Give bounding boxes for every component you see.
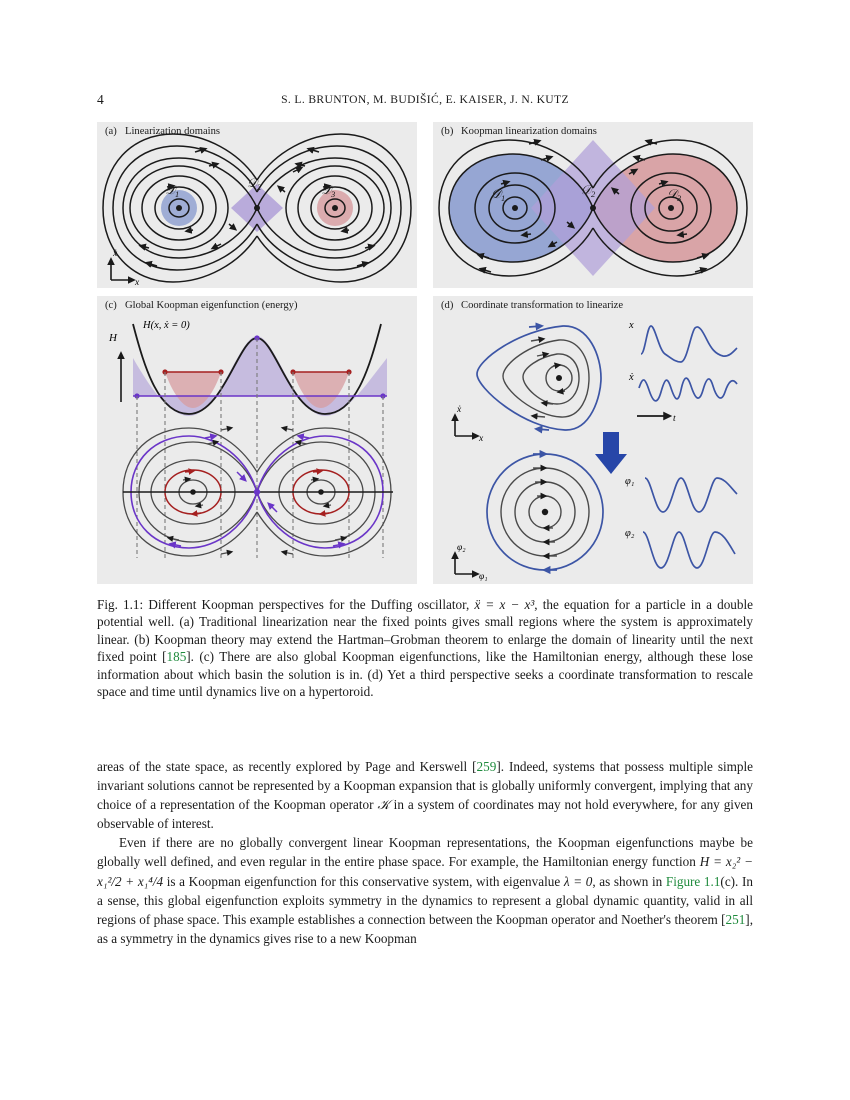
panel-d-series-label-phi1: φ₁ [625,476,635,487]
panel-b-saddle-point [590,205,596,211]
panel-a-label-d3: 𝒟$_3$ [321,183,336,199]
panel-a-axis-horizontal-label: x [135,278,140,288]
panel-d-axis-bottom-vertical: φ₂ [457,543,466,553]
text-run: in a system of coordinates may not hold everywhere, for any given observable of interest. [97,797,753,832]
citation-link[interactable]: 259 [476,759,497,774]
panel-a-fixed-point-left [176,205,182,211]
panel-a-saddle-point [254,205,260,211]
panel-d-axis-top-vertical: ẋ [457,405,462,415]
text-run: , as shown in [592,873,666,889]
panel-c-diagram [97,296,417,584]
panel-b-title-text: Koopman linearization domains [461,126,597,137]
panel-c-center-left [190,489,196,495]
text-run: ]. Indeed, systems that possess multiple simple invariant solutions cannot be represented by a Koopman expansion that is globally uniformly convergent, implying that any choice of a representation of the Koopman operator [97,759,753,813]
text-run: Fig. 1.1: [97,597,149,612]
text-run: ], as a symmetry in the dynamics gives rise to a new Koopman [97,911,753,946]
panel-d-timeseries-x [641,326,737,362]
panel-d-time-axis-label: t [673,414,676,424]
figure-caption [97,596,753,700]
panel-d-timeseries-phi1 [645,478,737,512]
panel-d-series-label-xdot: ẋ [629,372,634,383]
panel-b-tag: (b) [441,126,454,137]
text-run: Even if there are no globally convergent linear Koopman representations, the Koopman eigenfunctions maybe be globally well defined, and even regular in the entire phase space. For example, the Hamiltonian energy function [97,835,753,870]
panel-d-timeseries-xdot [639,378,737,401]
panel-d-axis-top-horizontal: x [479,434,484,444]
figure-panel-d [433,296,753,584]
panel-c-title-text: Global Koopman eigenfunction (energy) [125,300,298,311]
panel-d-diagram [433,296,753,584]
citation-link[interactable]: Figure 1.1 [665,873,721,889]
inline-math: λ = 0 [563,873,593,889]
panel-d-axes-bottom [455,554,477,574]
panel-c-center-right [318,489,324,495]
text-run: areas of the state space, as recently explored by Page and Kerswell [ [97,759,477,774]
inline-math: ẍ = x − x³ [474,597,535,612]
panel-d-transform-arrow [595,432,627,474]
inline-math: H = x₂² − x₁²/2 + x₁⁴/4 [97,854,754,889]
text-run: ]. (c) There are also global Koopman eigenfunctions, like the Hamiltonian energy, although these lose information about which basin the solution is in. (d) Yet a third perspective seeks a coordinate transformation to rescale space and time until dynamics live on a hypertoroid. [97,649,753,700]
running-head-authors: S. L. BRUNTON, M. BUDIŠIĆ, E. KAISER, J. N. KUTZ [281,93,569,106]
panel-c-axis-vertical-label: H [109,332,117,344]
text-run: , the equation for a particle in a double potential well. (a) Traditional linearization near the fixed points gives small regions where the system is approximately linear. (b) Koopman theory may extend the Hartman–Grobman theorem to enlarge the domain of linearity until the next fixed point [ [97,597,753,665]
panel-a-fixed-point-right [332,205,338,211]
panel-a-title-text: Linearization domains [125,126,221,137]
text-run: Different Koopman perspectives for the Duffing oscillator, [148,597,475,612]
figure-1-1 [97,122,753,584]
citation-link[interactable]: 185 [166,649,187,665]
body-text [97,757,753,948]
panel-d-tag: (d) [441,300,454,311]
panel-d-axis-bottom-horizontal: φ₁ [479,572,488,582]
panel-b-label-d1: 𝒟$_1$ [491,187,506,203]
figure-panel-a [97,122,417,288]
panel-d-title-text: Coordinate transformation to linearize [461,300,624,311]
running-head [97,92,753,112]
panel-d-phase-portrait-top [477,326,601,430]
panel-d-axes-top [455,416,477,436]
panel-a-label-d2: 𝒟$_2$ [247,176,262,192]
panel-b-fixed-point-left [512,205,518,211]
panel-c-saddle [254,489,260,495]
panel-b-diagram [433,122,753,288]
body-paragraph-2 [97,833,753,948]
text-run: is a Koopman eigenfunction for this conservative system, with eigenvalue [163,873,564,889]
panel-d-phase-portrait-bottom [487,454,603,570]
panel-d-series-label-x: x [629,320,634,331]
panel-d-series-label-phi2: φ₂ [625,528,635,539]
panel-c-tag: (c) [105,300,117,311]
inline-math: 𝒦 [377,797,390,813]
panel-b-label-d2: 𝒟$_2$ [581,183,596,199]
panel-a-diagram [97,122,417,288]
page-number: 4 [97,92,104,107]
body-paragraph-1 [97,757,753,833]
panel-b-fixed-point-right [668,205,674,211]
figure-panel-c [97,296,417,584]
panel-c-curve-label: H(x, ẋ = 0) [143,320,190,331]
panel-a-axis-vertical-label: ẋ [113,249,118,259]
panel-b-label-d3: 𝒟$_3$ [667,187,682,203]
panel-d-timeseries-phi2 [643,532,735,568]
figure-panel-b [433,122,753,288]
figure-caption-text [97,597,753,699]
panel-a-label-d1: 𝒟$_1$ [165,183,180,199]
text-run: (c). In a sense, this global eigenfunction exploits symmetry in the dynamics to represent a global dynamic quantity, valid in all regions of phase space. This example establishes a connection between the Koopman operator and Noether's theorem [ [97,873,753,927]
citation-link[interactable]: 251 [725,911,746,927]
panel-a-tag: (a) [105,126,117,137]
panel-a-axes [111,260,133,280]
